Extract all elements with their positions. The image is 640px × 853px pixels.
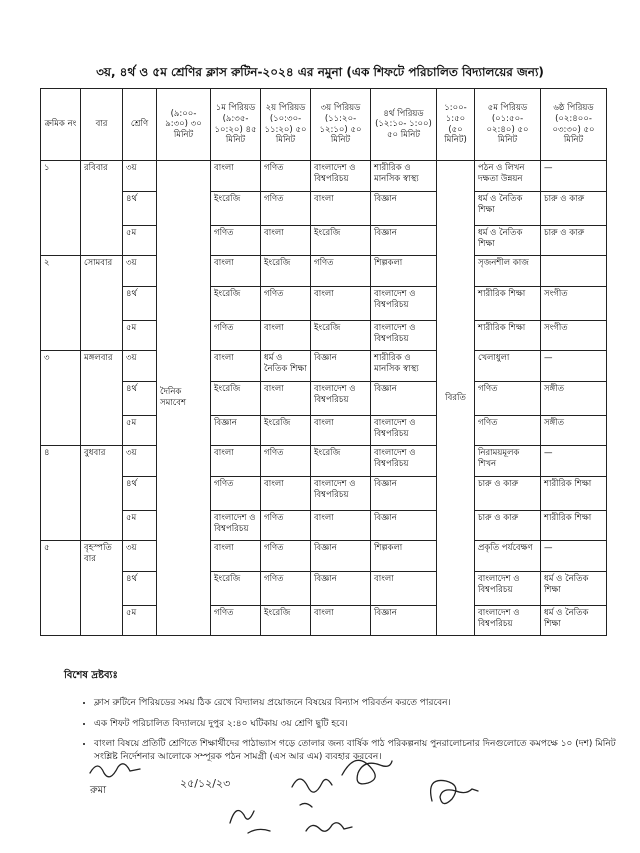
header-period-3: ৩য় পিরিয়ড (১১:২০- ১২:১০) ৫০ মিনিট [311,89,371,161]
period-cell: গণিত [261,192,311,226]
period-cell: — [541,446,607,477]
period-cell: বিজ্ঞান [371,477,437,511]
header-period-2: ২য় পিরিয়ড (১০:৩০- ১১:২০) ৫০ মিনিট [261,89,311,161]
period-cell: গণিত [211,606,261,636]
class-cell: ৪র্থ [123,192,157,226]
period-cell: শারীরিক ও মানসিক স্বাস্থ্য [371,161,437,192]
routine-table [40,88,607,636]
class-cell: ৪র্থ [123,287,157,321]
table-row [41,572,607,606]
table-row [41,256,607,287]
period-cell: বাংলা [211,161,261,192]
period-cell: সঙ্গীত [541,416,607,446]
period-cell: সঙ্গীত [541,382,607,416]
period-cell: বাংলা [261,321,311,351]
period-cell: বাংলা [311,287,371,321]
period-cell: শারীরিক শিক্ষা [475,321,541,351]
period-cell: বাংলাদেশ ও বিশ্বপরিচয় [475,606,541,636]
period-cell: — [541,351,607,382]
table-row [41,161,607,192]
period-cell: ইংরেজি [211,192,261,226]
signatures-area [80,745,540,845]
period-cell: বাংলাদেশ ও বিশ্বপরিচয় [311,382,371,416]
period-cell: ইংরেজি [311,321,371,351]
period-cell: ইংরেজি [211,572,261,606]
header-day: বার [81,89,123,161]
period-cell: নিরাময়মূলক শিখন [475,446,541,477]
period-cell: গণিত [211,226,261,256]
period-cell: ইংরেজি [211,382,261,416]
table-row [41,606,607,636]
header-break: ১:০০- ১:৫০ (৫০ মিনিট) [437,89,475,161]
header-period-1: ১ম পিরিয়ড (৯:৩৫- ১০:২০) ৪৫ মিনিট [211,89,261,161]
period-cell: বাংলা [261,226,311,256]
period-cell: পঠন ও লিখন দক্ষতা উন্নয়ন [475,161,541,192]
day-cell: রবিবার [81,161,123,256]
class-cell: ৫ম [123,321,157,351]
period-cell: চারু ও কারু [541,226,607,256]
table-row [41,446,607,477]
period-cell: গণিত [261,287,311,321]
routine-body [41,161,607,636]
period-cell: ধর্ম ও নৈতিক শিক্ষা [541,572,607,606]
period-cell: শারীরিক শিক্ষা [475,287,541,321]
period-cell: বাংলাদেশ ও বিশ্বপরিচয় [371,416,437,446]
period-cell: বিজ্ঞান [371,192,437,226]
period-cell: বিজ্ঞান [371,511,437,541]
period-cell: চারু ও কারু [541,192,607,226]
period-cell: শারীরিক শিক্ষা [541,477,607,511]
period-cell: বাংলা [211,446,261,477]
table-row [41,382,607,416]
serial-cell: ৪ [41,446,81,541]
day-cell: বৃহস্পতি বার [81,541,123,636]
period-cell: শিল্পকলা [371,256,437,287]
class-cell: ৩য় [123,351,157,382]
assembly-cell: দৈনিক সমাবেশ [157,161,211,636]
signature-6 [306,823,352,832]
class-cell: ৩য় [123,256,157,287]
period-cell: ধর্ম ও নৈতিক শিক্ষা [475,192,541,226]
period-cell: ধর্ম ও নৈতিক শিক্ষা [541,606,607,636]
serial-cell: ৩ [41,351,81,446]
period-cell: গণিত [475,382,541,416]
table-row [41,351,607,382]
period-cell: বিজ্ঞান [311,572,371,606]
period-cell: চারু ও কারু [475,511,541,541]
serial-cell: ২ [41,256,81,351]
period-cell: গণিত [311,256,371,287]
header-period-6: ৬ষ্ঠ পিরিয়ড (০২:৪০০- ০৩:৩০) ৫০ মিনিট [541,89,607,161]
period-cell: গণিত [261,572,311,606]
signature-2 [230,811,270,834]
period-cell: বাংলা [261,382,311,416]
signature-1 [90,764,140,777]
period-cell: গণিত [261,446,311,477]
table-row [41,321,607,351]
period-cell: বিজ্ঞান [211,416,261,446]
period-cell: গণিত [475,416,541,446]
period-cell: গণিত [261,511,311,541]
class-cell: ৫ম [123,606,157,636]
period-cell: বাংলা [311,511,371,541]
period-cell: ধর্ম ও নৈতিক শিক্ষা [261,351,311,382]
period-cell: সংগীত [541,321,607,351]
period-cell: ইংরেজি [261,606,311,636]
note-item: • এক শিফট পরিচালিত বিদ্যালয়ে দুপুর ২:৪০ ঘটিকায় ৩য় শ্রেণি ছুটি হবে। [94,718,624,731]
period-cell: খেলাধুলা [475,351,541,382]
period-cell: বাংলা [311,192,371,226]
period-cell: বিজ্ঞান [311,351,371,382]
note-item: • বাংলা বিষয়ে প্রতিটি শ্রেণিতে শিক্ষার্থীদের পাঠাভ্যাস গড়ে তোলার জন্য বার্ষিক পাঠ পরিকল্পনায় পুনরালোচনার দিনগুলোতে কমপক্ষে ১০ (দশ) মিনিট সংশ্লিষ্ট নির্দেশনার আলোকে সম্পূরক পঠন সামগ্রী (এস আর এম) ব্যবহার করবেন। [94,738,624,763]
period-cell: গণিত [261,161,311,192]
day-cell: সোমবার [81,256,123,351]
period-cell: — [541,161,607,192]
class-cell: ৩য় [123,541,157,572]
period-cell: — [541,541,607,572]
signature-3 [292,779,332,807]
period-cell: বাংলাদেশ ও বিশ্বপরিচয় [475,572,541,606]
period-cell: বাংলাদেশ ও বিশ্বপরিচয় [211,511,261,541]
class-cell: ৫ম [123,226,157,256]
period-cell: সংগীত [541,287,607,321]
period-cell: শিল্পকলা [371,541,437,572]
period-cell: গণিত [211,321,261,351]
period-cell: বাংলাদেশ ও বিশ্বপরিচয় [371,321,437,351]
period-cell: সৃজনশীল কাজ [475,256,541,287]
table-row [41,192,607,226]
period-cell: শারীরিক ও মানসিক স্বাস্থ্য [371,351,437,382]
period-cell: বিজ্ঞান [311,541,371,572]
table-row [41,287,607,321]
page-title: ৩য়, ৪র্থ ও ৫ম শ্রেণির ক্লাস রুটিন-২০২৪ এর নমুনা (এক শিফটে পরিচালিত বিদ্যালয়ের জন্য) [96,65,544,79]
signature-5 [431,780,478,803]
header-serial: ক্রমিক নং [41,89,81,161]
period-cell [541,256,607,287]
period-cell: বাংলাদেশ ও বিশ্বপরিচয় [371,287,437,321]
table-row [41,541,607,572]
day-cell: বুধবার [81,446,123,541]
period-cell: বিজ্ঞান [371,226,437,256]
period-cell: বাংলা [211,351,261,382]
header-period-5: ৫ম পিরিয়ড (০১:৫০- ০২:৪০) ৫০ মিনিট [475,89,541,161]
class-cell: ৪র্থ [123,477,157,511]
period-cell: বাংলা [261,477,311,511]
period-cell: বিজ্ঞান [371,382,437,416]
note-item: • ক্লাস রুটিনে পিরিয়ডের সময় ঠিক রেখে বিদ্যালয় প্রয়োজনে বিষয়ের বিন্যাস পরিবর্তন করতে পারবেন। [94,697,624,710]
break-cell: বিরতি [437,161,475,636]
day-cell: মঙ্গলবার [81,351,123,446]
class-cell: ৪র্থ [123,572,157,606]
period-cell: ইংরেজি [211,287,261,321]
signature-initials: রুমা [90,785,107,796]
serial-cell: ৫ [41,541,81,636]
serial-cell: ১ [41,161,81,256]
header-period-4: ৪র্থ পিরিয়ড (১২:১০- ১:০০) ৫০ মিনিট [371,89,437,161]
period-cell: ইংরেজি [311,226,371,256]
table-row [41,416,607,446]
table-row [41,477,607,511]
class-cell: ৫ম [123,416,157,446]
period-cell: বাংলাদেশ ও বিশ্বপরিচয় [311,477,371,511]
signature-4 [342,760,392,784]
period-cell: বাংলা [211,541,261,572]
table-row [41,511,607,541]
period-cell: বাংলা [371,572,437,606]
period-cell: শারীরিক শিক্ষা [541,511,607,541]
class-cell: ৫ম [123,511,157,541]
period-cell: গণিত [261,541,311,572]
period-cell: প্রকৃতি পর্যবেক্ষণ [475,541,541,572]
header-class: শ্রেণি [123,89,157,161]
class-cell: ৪র্থ [123,382,157,416]
period-cell: চারু ও কারু [475,477,541,511]
table-row [41,226,607,256]
period-cell: বাংলা [311,606,371,636]
signature-date: ২৫/১২/২৩ [180,777,231,790]
header-assembly: (৯:০০- ৯:৩০) ৩০ মিনিট [157,89,211,161]
class-cell: ৩য় [123,446,157,477]
notes-heading: বিশেষ দ্রষ্টব্যঃ [64,670,118,681]
period-cell: গণিত [211,477,261,511]
period-cell: ইংরেজি [261,416,311,446]
period-cell: বাংলা [211,256,261,287]
period-cell: ইংরেজি [261,256,311,287]
period-cell: বাংলা [311,416,371,446]
class-cell: ৩য় [123,161,157,192]
period-cell: বাংলাদেশ ও বিশ্বপরিচয় [371,446,437,477]
period-cell: ধর্ম ও নৈতিক শিক্ষা [475,226,541,256]
period-cell: ইংরেজি [311,446,371,477]
period-cell: বাংলাদেশ ও বিশ্বপরিচয় [311,161,371,192]
period-cell: বিজ্ঞান [371,606,437,636]
